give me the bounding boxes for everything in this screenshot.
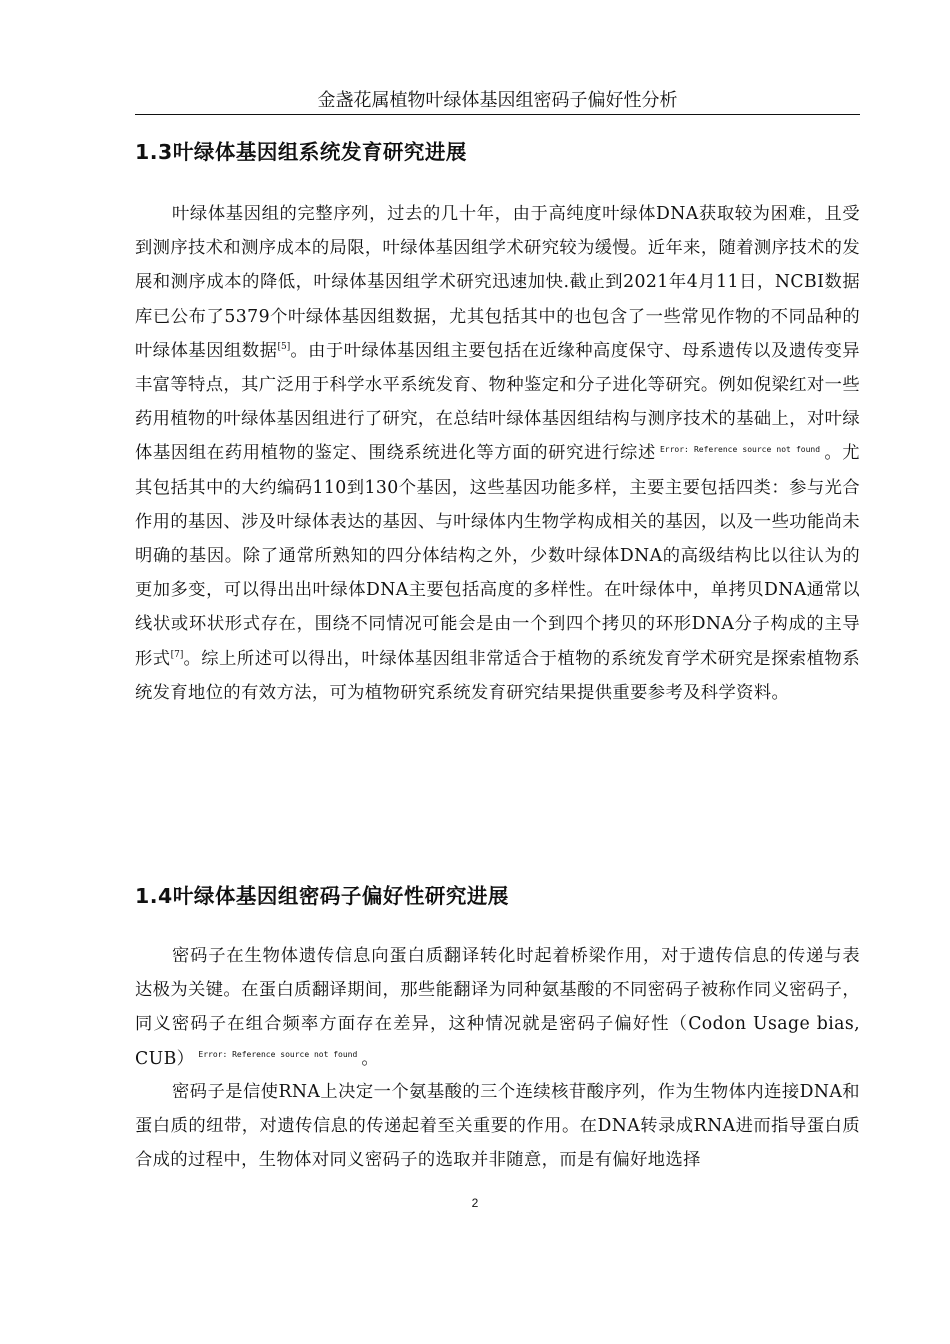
paragraph-text: 叶绿体基因组的完整序列，过去的几十年，由于高纯度叶绿体DNA获取较为困难，且受到测序技术和测序成本的局限，叶绿体基因组学术研究较为缓慢。近年来，随着测序技术的发展和测序成本的降低，叶绿体基因组学术研究迅速加快.截止到2021年4月11日，NCBI数据库已公布了5379个叶绿体基因组数据，尤其包括其中的也包含了一些常见作物的不同品种的叶绿体基因组数据 (135, 204, 860, 361)
reference-error: Error: Reference source not found (659, 444, 821, 454)
section-heading-1-3: 1.3叶绿体基因组系统发育研究进展 (135, 140, 467, 164)
page-number: 2 (471, 1196, 479, 1210)
section-heading-1-4: 1.4叶绿体基因组密码子偏好性研究进展 (135, 884, 509, 908)
paragraph-text: 。由于叶绿体基因组主要包括在近缘种高度保守、母系遗传以及遗传变异丰富等特点，其广泛用于科学水平系统发育、物种鉴定和分子进化等研究。例如倪梁红对一些药用植物的叶绿体基因组进行了研究，在总结叶绿体基因组结构与测序技术的基础上，对叶绿体基因组在药用植物的鉴定、围绕系统进化等方面的研究进行综述 (135, 340, 860, 464)
paragraph-1-4-a (135, 939, 860, 1076)
paragraph-1-3 (135, 197, 860, 710)
paragraph-text: 。综上所述可以得出，叶绿体基因组非常适合于植物的系统发育学术研究是探索植物系统发育地位的有效方法，可为植物研究系统发育研究结果提供重要参考及科学资料。 (135, 648, 860, 703)
citation-ref: [5] (277, 342, 291, 353)
reference-error: Error: Reference source not found (198, 1049, 358, 1059)
header-rule (135, 114, 860, 115)
citation-ref: [7] (170, 649, 184, 660)
running-header: 金盏花属植物叶绿体基因组密码子偏好性分析 (317, 90, 678, 111)
paragraph-text: 。尤其包括其中的大约编码110到130个基因，这些基因功能多样，主要主要包括四类：参与光合作用的基因、涉及叶绿体表达的基因、与叶绿体内生物学构成相关的基因，以及一些功能尚未明确的基因。除了通常所熟知的四分体结构之外，少数叶绿体DNA的高级结构比以往认为的更加多变，可以得出出叶绿体DNA主要包括高度的多样性。在叶绿体中，单拷贝DNA通常以线状或环状形式存在，围绕不同情况可能会是由一个到四个拷贝的环形DNA分子构成的主导形式 (135, 443, 860, 669)
paragraph-text: 密码子在生物体遗传信息向蛋白质翻译转化时起着桥梁作用，对于遗传信息的传递与表达极为关键。在蛋白质翻译期间，那些能翻译为同种氨基酸的不同密码子被称作同义密码子，同义密码子在组合频率方面存在差异，这种情况就是密码子偏好性（Codon Usage bias, CUB） (135, 946, 860, 1069)
paragraph-text: 。 (361, 1048, 380, 1069)
paragraph-1-4-b: 密码子是信使RNA上决定一个氨基酸的三个连续核苷酸序列，作为生物体内连接DNA和蛋白质的纽带，对遗传信息的传递起着至关重要的作用。在DNA转录成RNA进而指导蛋白质合成的过程中，生物体对同义密码子的选取并非随意，而是有偏好地选择 (135, 1082, 860, 1171)
